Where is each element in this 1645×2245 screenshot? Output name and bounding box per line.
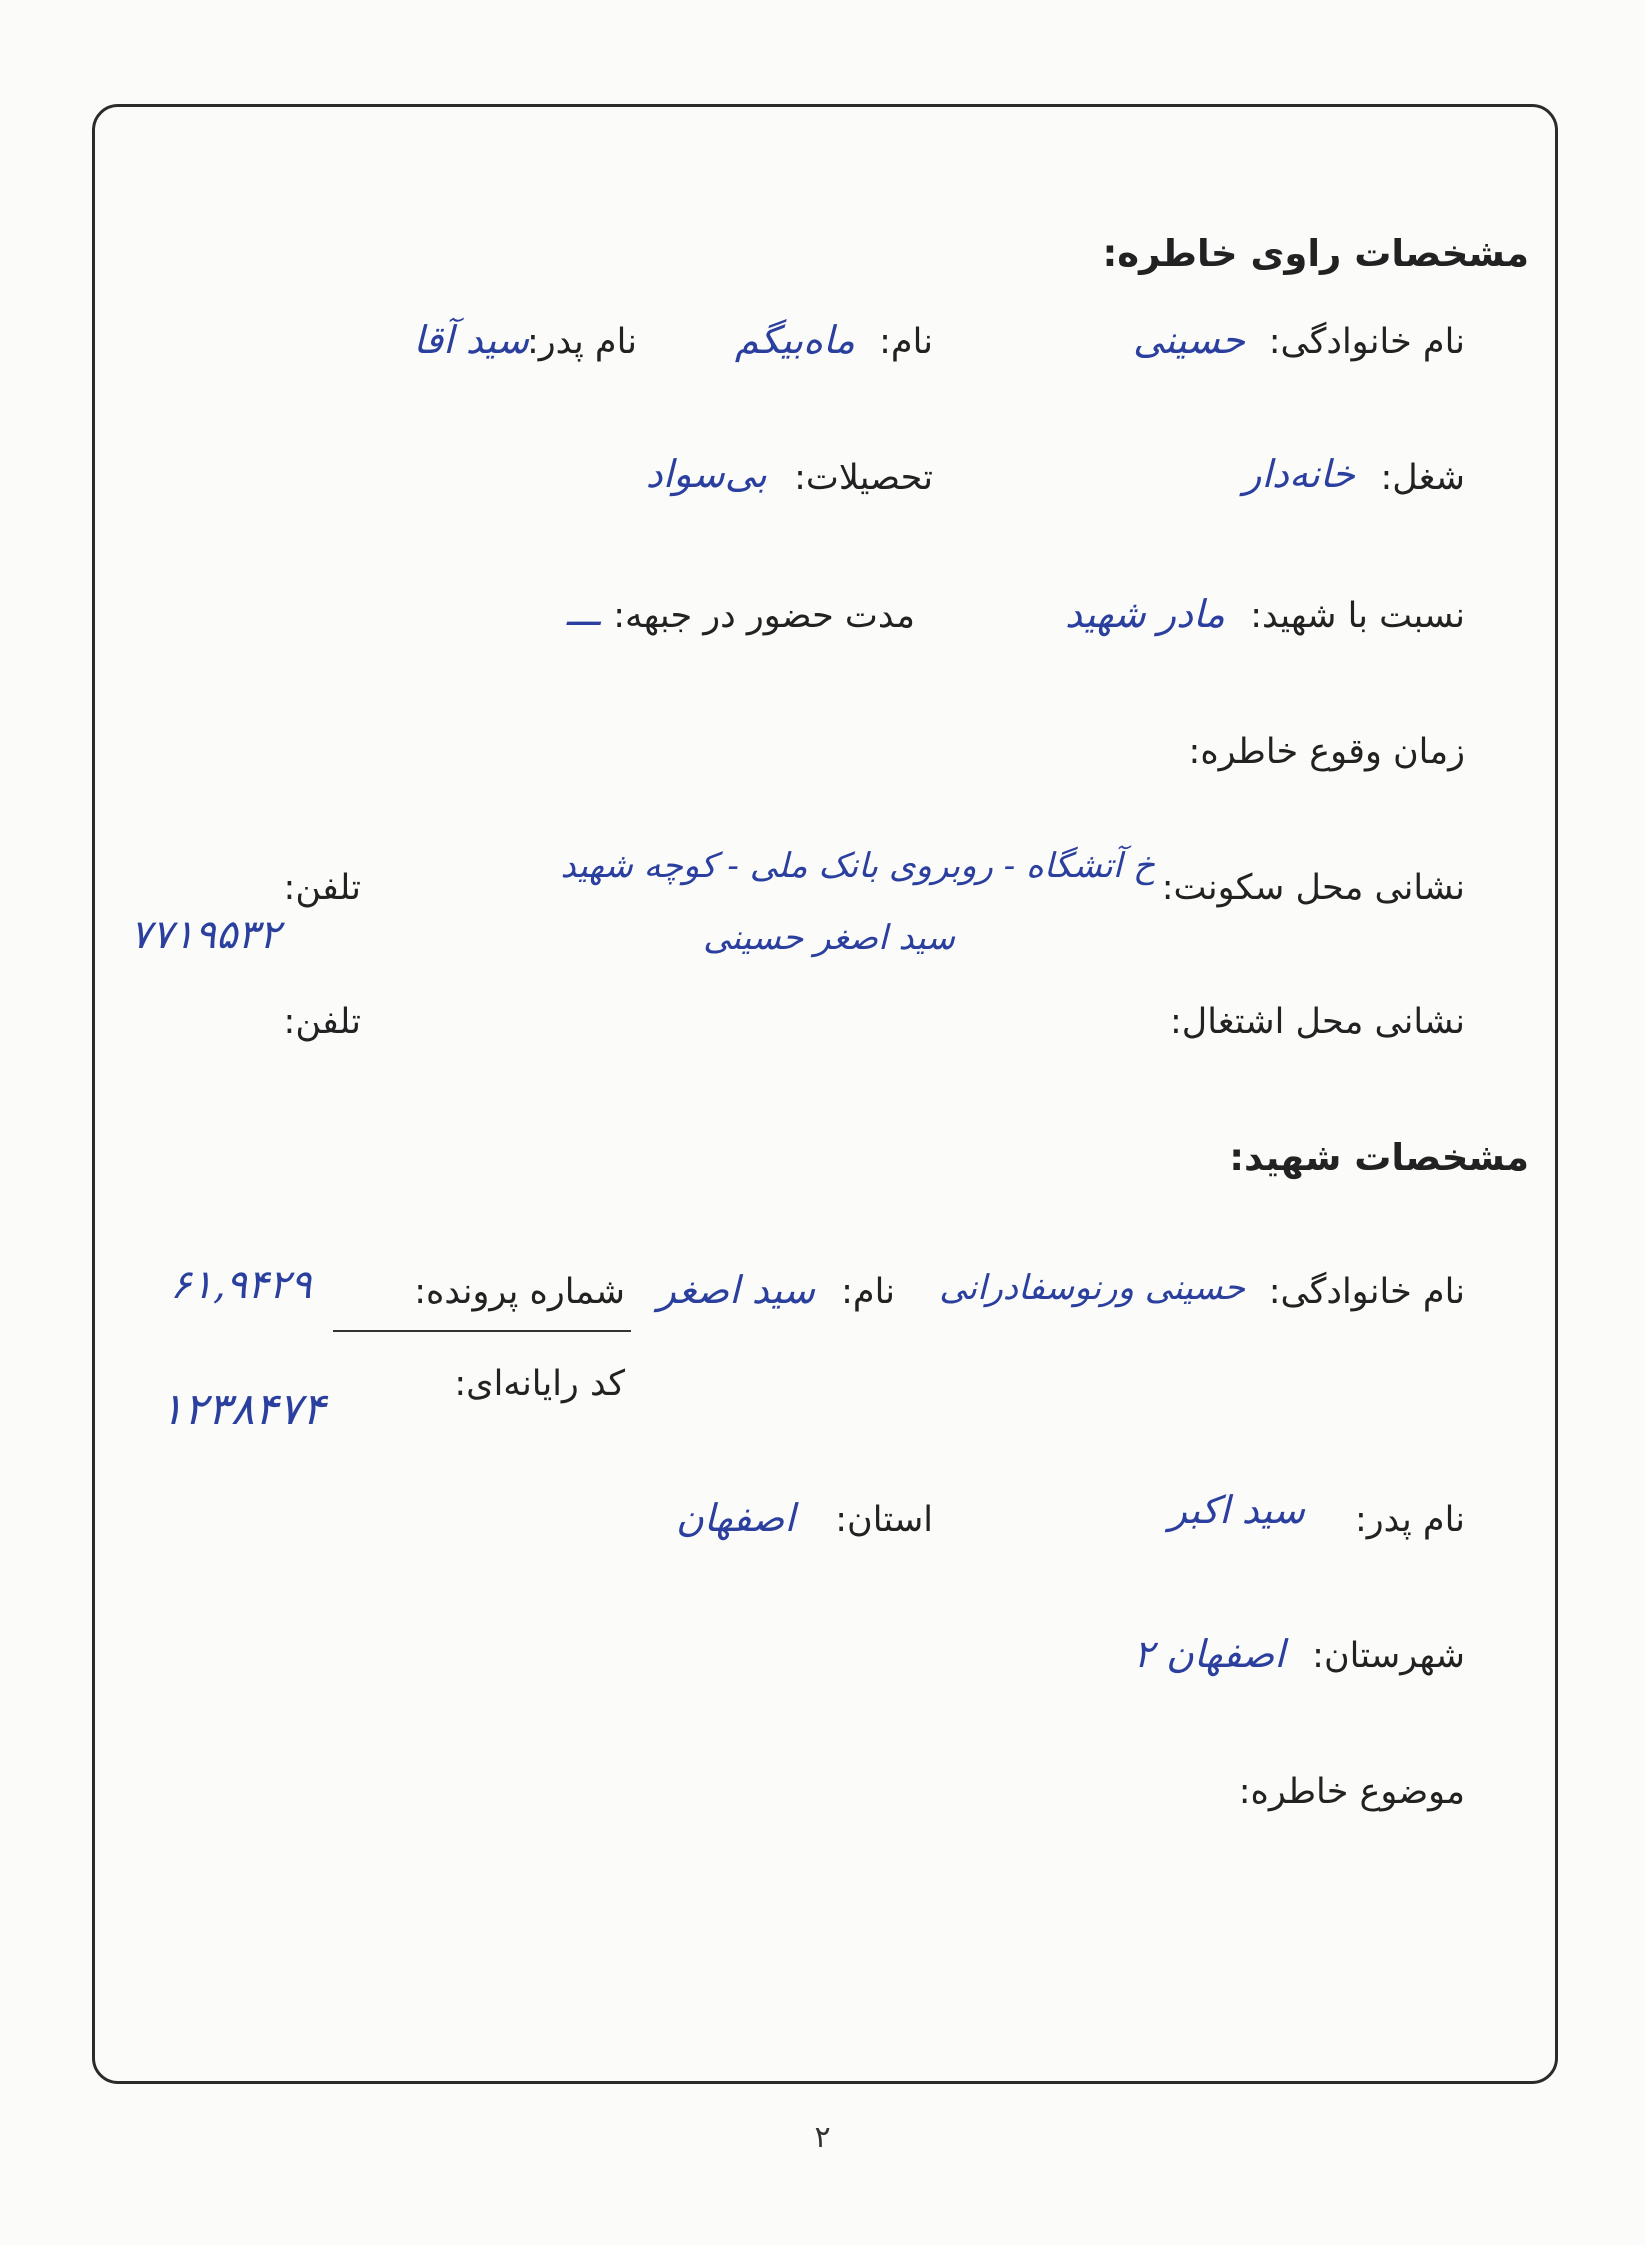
file-number-underline bbox=[333, 1330, 631, 1332]
narrator-name-label: نام: bbox=[879, 322, 933, 362]
martyr-code-label: کد رایانه‌ای: bbox=[454, 1364, 625, 1404]
martyr-county-value: اصفهان ۲ bbox=[1133, 1632, 1285, 1676]
narrator-education-label: تحصیلات: bbox=[794, 458, 933, 498]
martyr-province-value: اصفهان bbox=[675, 1496, 795, 1540]
narrator-family-label: نام خانوادگی: bbox=[1268, 322, 1465, 362]
narrator-front-label: مدت حضور در جبهه: bbox=[613, 596, 915, 636]
martyr-family-value: حسینی ورنوسفادرانی bbox=[939, 1268, 1245, 1308]
narrator-family-value: حسینی bbox=[1133, 318, 1245, 362]
martyr-name-value: سید اصغر bbox=[657, 1268, 815, 1312]
martyr-family-label: نام خانوادگی: bbox=[1268, 1272, 1465, 1312]
narrator-name-value: ماه‌بیگم bbox=[734, 318, 855, 362]
narrator-father-label: نام پدر: bbox=[526, 322, 637, 362]
martyr-code-value: ۱۲۳۸۴۷۴ bbox=[160, 1384, 326, 1435]
narrator-father-value: سید آقا bbox=[413, 318, 529, 362]
martyr-topic-label: موضوع خاطره: bbox=[1238, 1772, 1465, 1812]
martyr-name-label: نام: bbox=[841, 1272, 895, 1312]
narrator-time-label: زمان وقوع خاطره: bbox=[1188, 732, 1465, 772]
martyr-father-value: سید اکبر bbox=[1168, 1488, 1305, 1532]
narrator-front-value: ـــ bbox=[566, 590, 600, 634]
martyr-province-label: استان: bbox=[835, 1500, 933, 1540]
narrator-phone-label: تلفن: bbox=[283, 868, 361, 908]
page-number: ۲ bbox=[814, 2120, 831, 2155]
narrator-work-phone-label: تلفن: bbox=[283, 1002, 361, 1042]
narrator-phone-value: ۷۷۱۹۵۳۲ bbox=[130, 912, 281, 958]
narrator-address-value-2: سید اصغر حسینی bbox=[703, 918, 955, 958]
martyr-file-value: ۶۱,۹۴۲۹ bbox=[170, 1262, 312, 1308]
martyr-heading: مشخصات شهید: bbox=[1229, 1136, 1529, 1179]
narrator-relation-label: نسبت با شهید: bbox=[1250, 596, 1465, 636]
narrator-heading: مشخصات راوی خاطره: bbox=[1102, 232, 1529, 275]
narrator-job-value: خانه‌دار bbox=[1243, 452, 1355, 496]
narrator-relation-value: مادر شهید bbox=[1064, 592, 1225, 636]
narrator-address-value-1: خ آتشگاه - روبروی بانک ملی - کوچه شهید bbox=[560, 846, 1155, 886]
martyr-father-label: نام پدر: bbox=[1354, 1500, 1465, 1540]
martyr-file-label: شماره پرونده: bbox=[414, 1272, 625, 1312]
narrator-job-label: شغل: bbox=[1380, 458, 1465, 498]
narrator-education-value: بی‌سواد bbox=[645, 452, 767, 496]
martyr-county-label: شهرستان: bbox=[1312, 1636, 1465, 1676]
narrator-address-label: نشانی محل سکونت: bbox=[1161, 868, 1465, 908]
narrator-work-address-label: نشانی محل اشتغال: bbox=[1169, 1002, 1465, 1042]
